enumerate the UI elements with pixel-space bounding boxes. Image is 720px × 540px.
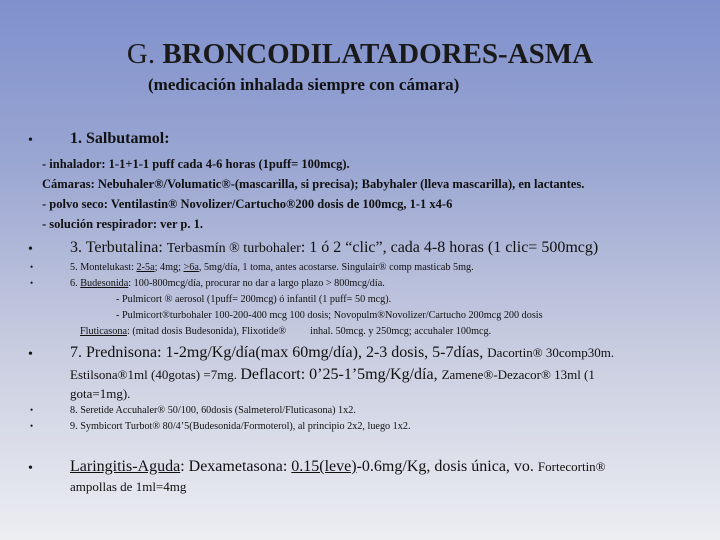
page-title: [0, 38, 720, 71]
bullet-marker: •: [30, 421, 34, 431]
laringitis-line-2: ampollas de 1ml=4mg: [70, 479, 187, 494]
fluticasona-line: Fluticasona: (mitad dosis Budesonida), Flixotide® inhal. 50mcg. y 250mcg; accuhaler 100mcg.: [80, 326, 492, 337]
bullet-marker: •: [30, 278, 34, 288]
bullet-marker: •: [30, 262, 34, 272]
salbutamol-heading: 1. Salbutamol:: [70, 130, 170, 147]
montelukast-line: 5. Montelukast: 2-5a; 4mg; >6a, 5mg/día, 1 toma, antes acostarse. Singulair® comp masticab 5mg.: [70, 262, 474, 273]
pulmicort-line-1: - Pulmicort ® aerosol (1puff= 200mcg) ó infantil (1 puff= 50 mcg).: [116, 294, 392, 305]
title-main: BRONCODILATADORES-ASMA: [162, 38, 594, 70]
symbicort-line: 9. Symbicort Turbot® 80/4’5(Budesonida/Formoterol), al principio 2x2, luego 1x2.: [70, 421, 411, 432]
prednisona-line-1: 7. Prednisona: 1-2mg/Kg/día(max 60mg/día), 2-3 dosis, 5-7días, Dacortin® 30comp30m.: [70, 344, 615, 361]
seretide-line: 8. Seretide Accuhaler® 50/100, 60dosis (Salmeterol/Fluticasona) 1x2.: [70, 405, 356, 416]
salbutamol-line-3: - polvo seco: Ventilastin® Novolizer/Cartucho®200 dosis de 100mcg, 1-1 x4-6: [42, 197, 453, 211]
bullet-marker: •: [28, 133, 33, 148]
prednisona-line-3: gota=1mg).: [70, 386, 131, 401]
prednisona-line-2: Estilsona®1ml (40gotas) =7mg. Deflacort: 0’25-1’5mg/Kg/día, Zamene®-Dezacor® 13ml (1: [70, 366, 595, 383]
laringitis-line-1: Laringitis-Aguda: Dexametasona: 0.15(leve)-0.6mg/Kg, dosis única, vo. Fortecortin®: [70, 458, 606, 475]
bullet-marker: •: [28, 461, 33, 476]
salbutamol-line-4: - solución respirador: ver p. 1.: [42, 217, 203, 231]
pulmicort-line-2: - Pulmicort®turbohaler 100-200-400 mcg 100 dosis; Novopulm®Novolizer/Cartucho 200mcg 200 dosis: [116, 310, 543, 321]
bullet-marker: •: [30, 405, 34, 415]
title-prefix: G.: [126, 38, 163, 70]
bullet-marker: •: [28, 347, 33, 362]
salbutamol-line-1: - inhalador: 1-1+1-1 puff cada 4-6 horas (1puff= 100mcg).: [42, 157, 350, 171]
page-subtitle: (medicación inhalada siempre con cámara): [148, 75, 460, 94]
salbutamol-line-2: Cámaras: Nebuhaler®/Volumatic®-(mascarilla, si precisa); Babyhaler (lleva mascarilla), en lactantes.: [42, 177, 585, 191]
bullet-marker: •: [28, 242, 33, 257]
terbutalina-line: 3. Terbutalina: Terbasmín ® turbohaler: 1 ó 2 “clic”, cada 4-8 horas (1 clic= 500mcg): [70, 239, 599, 256]
budesonida-line: 6. Budesonida: 100-800mcg/día, procurar no dar a largo plazo > 800mcg/día.: [70, 278, 385, 289]
